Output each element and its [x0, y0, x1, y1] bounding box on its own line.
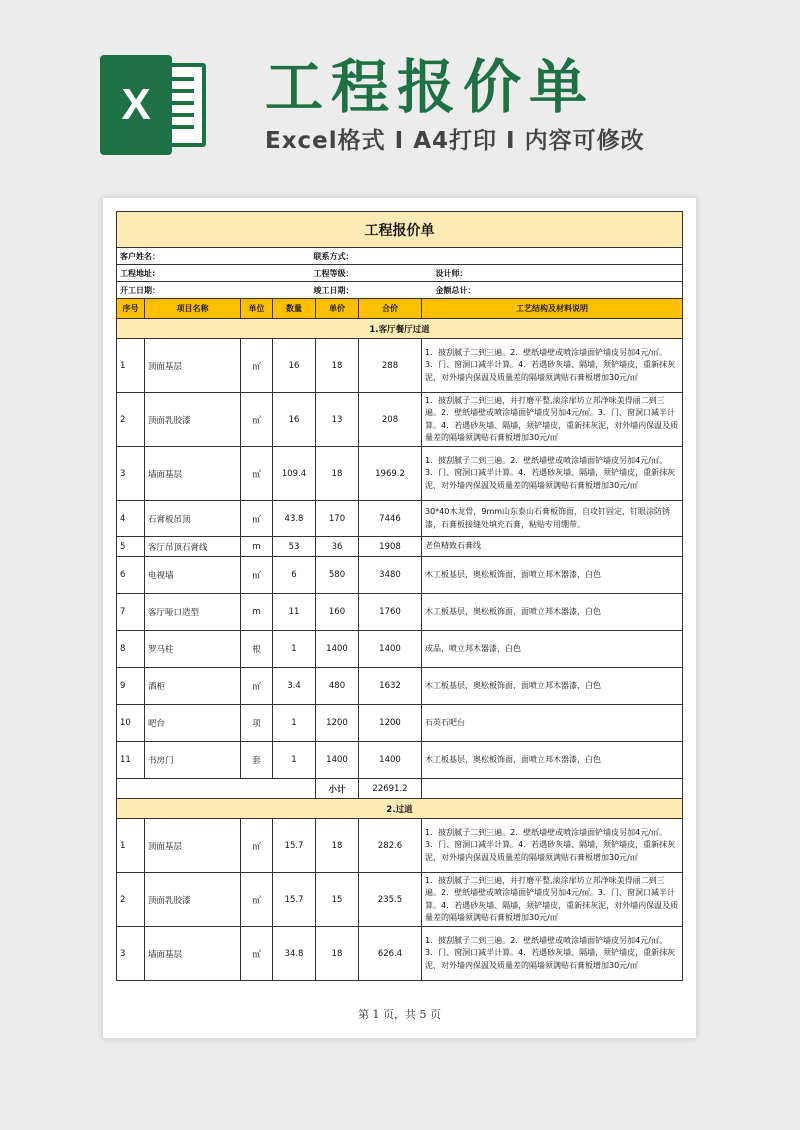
subtotal-desc-blank: [422, 779, 683, 799]
cell-desc: 1．披刮腻子二到三遍。2．壁纸墙壁或喷涂墙面铲墙皮另加4元/㎡。3．门、窗洞口减半计算。4．若遇砂灰墙、隔墙，须铲墙皮，重新抹灰泥，对外墙内保温及质量差的隔墙须满贴石膏板增加30元/㎡: [422, 819, 683, 873]
cell-qty: 1: [273, 742, 316, 779]
cell-qty: 11: [273, 594, 316, 631]
subtotal-blank: [117, 779, 316, 799]
cell-unit: 根: [241, 631, 273, 668]
customer-label: 客户姓名：: [117, 248, 273, 265]
finish-date-label: 竣工日期：: [273, 282, 422, 299]
cell-name: 电视墙: [145, 557, 241, 594]
header-qty: 数量: [273, 299, 316, 319]
table-row: [117, 557, 683, 594]
cell-total: 288: [359, 339, 422, 393]
cell-no: 11: [117, 742, 145, 779]
cell-price: 480: [316, 668, 359, 705]
cell-desc: 木工板基层，奥松板饰面，面喷立邦木器漆，白色: [422, 668, 683, 705]
cell-no: 2: [117, 873, 145, 927]
cell-desc: 1．披刮腻子二到三遍，并打磨平整,滚涂扉坊立邦净味美得丽二到三遍。2．壁纸墙壁或喷涂墙面铲墙皮另加4元/㎡。3．门、窗洞口减半计算。4．若遇砂灰墙、隔墙，须铲墙皮，重新抹灰泥，对外墙内保温及质量差的隔墙须满贴石膏板增加30元/㎡: [422, 873, 683, 927]
address-label: 工程地址:: [117, 265, 273, 282]
cell-desc: 30*40木龙骨，9mm山东泰山石膏板饰面，自攻钉固定，钉眼涂防锈漆，石膏板接缝处填充石膏，粘贴专用绷带。: [422, 501, 683, 537]
sheet-title: 工程报价单: [117, 212, 683, 248]
cell-qty: 1: [273, 631, 316, 668]
table-row: [117, 339, 683, 393]
cell-name: 吧台: [145, 705, 241, 742]
cell-price: 1400: [316, 742, 359, 779]
cell-no: 3: [117, 927, 145, 981]
cell-total: 1400: [359, 631, 422, 668]
cell-no: 4: [117, 501, 145, 537]
cell-name: 石膏板吊顶: [145, 501, 241, 537]
cell-qty: 53: [273, 537, 316, 557]
header-unit: 单位: [241, 299, 273, 319]
cell-price: 1400: [316, 631, 359, 668]
table-row: [117, 873, 683, 927]
cell-price: 18: [316, 819, 359, 873]
cell-total: 1760: [359, 594, 422, 631]
cell-total: 235.5: [359, 873, 422, 927]
cell-unit: 套: [241, 742, 273, 779]
info-row-1: [117, 248, 683, 265]
info-row-2: [117, 265, 683, 282]
cell-price: 18: [316, 447, 359, 501]
designer-label: 设计师：: [422, 265, 683, 282]
quote-table: [116, 211, 683, 981]
cell-unit: 项: [241, 705, 273, 742]
cell-desc: 木工板基层，奥松板饰面，面喷立邦木器漆，白色: [422, 594, 683, 631]
header-total: 合价: [359, 299, 422, 319]
cell-price: 15: [316, 873, 359, 927]
cell-desc: 石英石吧台: [422, 705, 683, 742]
cell-qty: 16: [273, 393, 316, 447]
table-row: [117, 927, 683, 981]
header-price: 单价: [316, 299, 359, 319]
cell-unit: ㎡: [241, 873, 273, 927]
header-name: 项目名称: [145, 299, 241, 319]
cell-qty: 15.7: [273, 873, 316, 927]
total-amount-label: 金额总计：: [422, 282, 683, 299]
table-row: [117, 594, 683, 631]
cell-name: 墙面基层: [145, 447, 241, 501]
page-footer: 第 1 页，共 5 页: [358, 1008, 441, 1021]
table-row: [117, 537, 683, 557]
column-header-row: [117, 299, 683, 319]
cell-price: 36: [316, 537, 359, 557]
cell-name: 客厅哑口造型: [145, 594, 241, 631]
cell-qty: 15.7: [273, 819, 316, 873]
cell-no: 7: [117, 594, 145, 631]
contact-label: 联系方式：: [273, 248, 683, 265]
cell-total: 1969.2: [359, 447, 422, 501]
subtotal-label: 小计: [316, 779, 359, 799]
table-row: [117, 447, 683, 501]
cell-name: 顶面乳胶漆: [145, 873, 241, 927]
cell-price: 18: [316, 339, 359, 393]
cell-no: 9: [117, 668, 145, 705]
cell-unit: ㎡: [241, 501, 273, 537]
cell-qty: 1: [273, 705, 316, 742]
cell-desc: 成品，喷立邦木器漆，白色: [422, 631, 683, 668]
cell-total: 1400: [359, 742, 422, 779]
cell-no: 6: [117, 557, 145, 594]
cell-name: 书房门: [145, 742, 241, 779]
cell-unit: ㎡: [241, 339, 273, 393]
table-row: [117, 631, 683, 668]
cell-unit: ㎡: [241, 927, 273, 981]
table-row: [117, 705, 683, 742]
cell-price: 580: [316, 557, 359, 594]
header-desc: 工艺结构及材料说明: [422, 299, 683, 319]
cell-desc: 木工板基层，奥松板饰面，面喷立邦木器漆，白色: [422, 742, 683, 779]
banner-title: 工程报价单: [265, 53, 596, 121]
cell-no: 5: [117, 537, 145, 557]
cell-name: 顶面乳胶漆: [145, 393, 241, 447]
cell-desc: 1．披刮腻子二到三遍。2．壁纸墙壁或喷涂墙面铲墙皮另加4元/㎡。3．门、窗洞口减半计算。4．若遇砂灰墙、隔墙，须铲墙皮，重新抹灰泥，对外墙内保温及质量差的隔墙须满贴石膏板增加30元/㎡: [422, 927, 683, 981]
cell-price: 1200: [316, 705, 359, 742]
cell-total: 1632: [359, 668, 422, 705]
cell-total: 3480: [359, 557, 422, 594]
grade-label: 工程等级：: [273, 265, 422, 282]
cell-name: 酒柜: [145, 668, 241, 705]
table-row: [117, 393, 683, 447]
cell-price: 13: [316, 393, 359, 447]
cell-name: 墙面基层: [145, 927, 241, 981]
cell-unit: m: [241, 594, 273, 631]
cell-price: 18: [316, 927, 359, 981]
cell-unit: ㎡: [241, 447, 273, 501]
cell-total: 626.4: [359, 927, 422, 981]
table-row: [117, 819, 683, 873]
cell-price: 160: [316, 594, 359, 631]
cell-total: 1908: [359, 537, 422, 557]
cell-no: 8: [117, 631, 145, 668]
cell-qty: 6: [273, 557, 316, 594]
table-row: [117, 742, 683, 779]
info-row-3: [117, 282, 683, 299]
cell-no: 1: [117, 819, 145, 873]
cell-unit: ㎡: [241, 557, 273, 594]
cell-total: 1200: [359, 705, 422, 742]
cell-unit: ㎡: [241, 668, 273, 705]
cell-name: 顶面基层: [145, 339, 241, 393]
section-title: 2.过道: [117, 799, 683, 819]
cell-name: 客厅吊顶石膏线: [145, 537, 241, 557]
cell-qty: 3.4: [273, 668, 316, 705]
cell-desc: 1．披刮腻子二到三遍。2．壁纸墙壁或喷涂墙面铲墙皮另加4元/㎡。3．门、窗洞口减半计算。4．若遇砂灰墙、隔墙，须铲墙皮，重新抹灰泥，对外墙内保温及质量差的隔墙须满贴石膏板增加30元/㎡: [422, 447, 683, 501]
cell-name: 罗马柱: [145, 631, 241, 668]
cell-no: 3: [117, 447, 145, 501]
section-title-row: [117, 799, 683, 819]
cell-qty: 16: [273, 339, 316, 393]
cell-no: 1: [117, 339, 145, 393]
cell-desc: 1．披刮腻子二到三遍。2．壁纸墙壁或喷涂墙面铲墙皮另加4元/㎡。3．门、窗洞口减半计算。4．若遇砂灰墙、隔墙，须铲墙皮，重新抹灰泥，对外墙内保温及质量差的隔墙须满贴石膏板增加30元/㎡: [422, 339, 683, 393]
cell-desc: 1．披刮腻子二到三遍，并打磨平整,滚涂扉坊立邦净味美得丽二到三遍。2．壁纸墙壁或喷涂墙面铲墙皮另加4元/㎡。3．门、窗洞口减半计算。4．若遇砂灰墙、隔墙，须铲墙皮，重新抹灰泥，对外墙内保温及质量差的隔墙须满贴石膏板增加30元/㎡: [422, 393, 683, 447]
banner: [0, 0, 800, 195]
cell-unit: ㎡: [241, 393, 273, 447]
header-no: 序号: [117, 299, 145, 319]
cell-qty: 109.4: [273, 447, 316, 501]
table-row: [117, 501, 683, 537]
cell-unit: ㎡: [241, 819, 273, 873]
subtotal-value: 22691.2: [359, 779, 422, 799]
excel-badge: X: [100, 55, 172, 155]
cell-name: 顶面基层: [145, 819, 241, 873]
cell-qty: 34.8: [273, 927, 316, 981]
document-page: [103, 198, 696, 1038]
start-date-label: 开工日期：: [117, 282, 273, 299]
cell-desc: 木工板基层，奥松板饰面，面喷立邦木器漆，白色: [422, 557, 683, 594]
table-row: [117, 668, 683, 705]
section-title: 1.客厅餐厅过道: [117, 319, 683, 339]
cell-total: 7446: [359, 501, 422, 537]
cell-qty: 43.8: [273, 501, 316, 537]
banner-subtitle: Excel格式 I A4打印 I 内容可修改: [265, 128, 645, 154]
cell-total: 208: [359, 393, 422, 447]
cell-no: 2: [117, 393, 145, 447]
sheet-title-row: [117, 212, 683, 248]
cell-price: 170: [316, 501, 359, 537]
cell-total: 282.6: [359, 819, 422, 873]
subtotal-row: [117, 779, 683, 799]
section-title-row: [117, 319, 683, 339]
cell-desc: 老鱼精致石膏线: [422, 537, 683, 557]
excel-icon: [100, 55, 208, 155]
cell-no: 10: [117, 705, 145, 742]
cell-unit: m: [241, 537, 273, 557]
